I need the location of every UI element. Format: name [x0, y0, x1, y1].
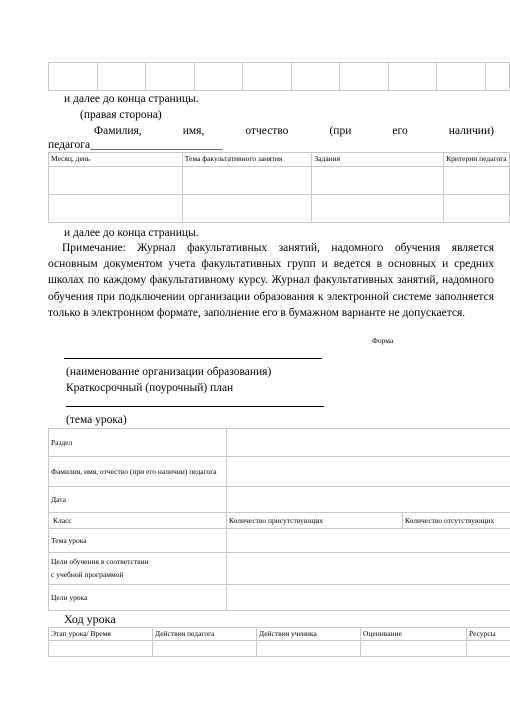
org-name-underline	[64, 358, 322, 359]
table-cell	[227, 553, 510, 585]
word: имя,	[182, 125, 205, 137]
note-paragraph: Примечание: Журнал факультативных занятий, надомного обучения является основным документом учета факультативных групп и ведется в основных и средних школах по каждому факультативному курсу. Журнал факультативных занятий, надомного обучения при подключении организации образования к электронной системе заполняется только в электронном формате, заполнение его в бумажном варианте не допускается.	[48, 242, 494, 319]
goals-line-1: Цели обучения в соответствии	[51, 557, 149, 566]
lesson-course-table	[48, 627, 510, 657]
table-cell	[49, 641, 153, 657]
column-header: Этап урока/ Время	[49, 628, 153, 641]
column-header: Действия ученика	[257, 628, 361, 641]
row-label-section: Раздел	[49, 429, 227, 457]
word: Фамилия,	[94, 125, 142, 137]
table-cell	[312, 167, 444, 195]
row-label-topic: Тема урока	[49, 529, 227, 553]
table-cell	[444, 195, 510, 223]
grid-cell	[340, 63, 389, 91]
column-header: Действия педагога	[153, 628, 257, 641]
table-cell	[227, 487, 510, 513]
right-side-label: (правая сторона)	[80, 109, 162, 121]
column-header: Оценивание	[361, 628, 467, 641]
plan-title: Краткосрочный (поурочный) план	[66, 382, 234, 394]
table-cell	[312, 195, 444, 223]
lesson-topic-underline	[66, 406, 324, 407]
row-label-goals	[49, 553, 227, 585]
course-title: Ход урока	[64, 612, 116, 626]
grid-cell	[388, 63, 437, 91]
word: его	[392, 125, 408, 137]
absent-label: Количество отсутствующих	[403, 513, 510, 529]
table-cell	[227, 529, 510, 553]
column-header: Критерии педагога	[444, 153, 510, 167]
teacher-underline-label: педагога_______________________	[48, 139, 223, 151]
table-cell	[444, 167, 510, 195]
grid-cell	[243, 63, 292, 91]
continue-text-2: и далее до конца страницы.	[64, 227, 199, 239]
goals-line-2: с учебной программой	[51, 570, 124, 579]
grid-cell	[146, 63, 195, 91]
lesson-plan-table	[48, 428, 510, 611]
top-grid	[48, 62, 510, 91]
teacher-name-line	[48, 124, 494, 138]
elective-journal-table	[48, 152, 510, 223]
table-cell	[153, 641, 257, 657]
grid-cell	[291, 63, 340, 91]
table-cell	[227, 457, 510, 487]
table-cell	[257, 641, 361, 657]
org-name-label: (наименование организации образования)	[66, 366, 272, 378]
table-cell	[182, 167, 312, 195]
row-label-teacher: Фамилия, имя, отчество (при его наличии) педагога	[49, 457, 227, 487]
word: отчество	[245, 125, 289, 137]
row-label-lesson-goals: Цели урока	[49, 585, 227, 611]
table-cell	[227, 585, 510, 611]
table-cell	[361, 641, 467, 657]
lesson-topic-label: (тема урока)	[66, 414, 127, 426]
table-cell	[49, 195, 183, 223]
class-label: Класс	[53, 515, 72, 525]
column-header: Тема факультативного занятия	[182, 153, 312, 167]
column-header: Задания	[312, 153, 444, 167]
grid-cell	[49, 63, 98, 91]
row-label-date: Дата	[49, 487, 227, 513]
word: (при	[329, 125, 352, 137]
continue-text-1: и далее до конца страницы.	[64, 93, 199, 105]
grid-cell	[194, 63, 243, 91]
table-cell	[467, 641, 510, 657]
table-cell	[227, 429, 510, 457]
form-label: Форма	[372, 336, 394, 345]
row-label-class	[49, 513, 227, 529]
grid-cell	[437, 63, 486, 91]
table-cell	[49, 167, 183, 195]
word: наличии)	[448, 125, 494, 137]
present-label: Количество присутствующих	[227, 513, 403, 529]
table-cell	[182, 195, 312, 223]
column-header: Месяц, день	[49, 153, 183, 167]
grid-cell	[485, 63, 509, 91]
grid-cell	[97, 63, 146, 91]
column-header: Ресурсы	[467, 628, 510, 641]
